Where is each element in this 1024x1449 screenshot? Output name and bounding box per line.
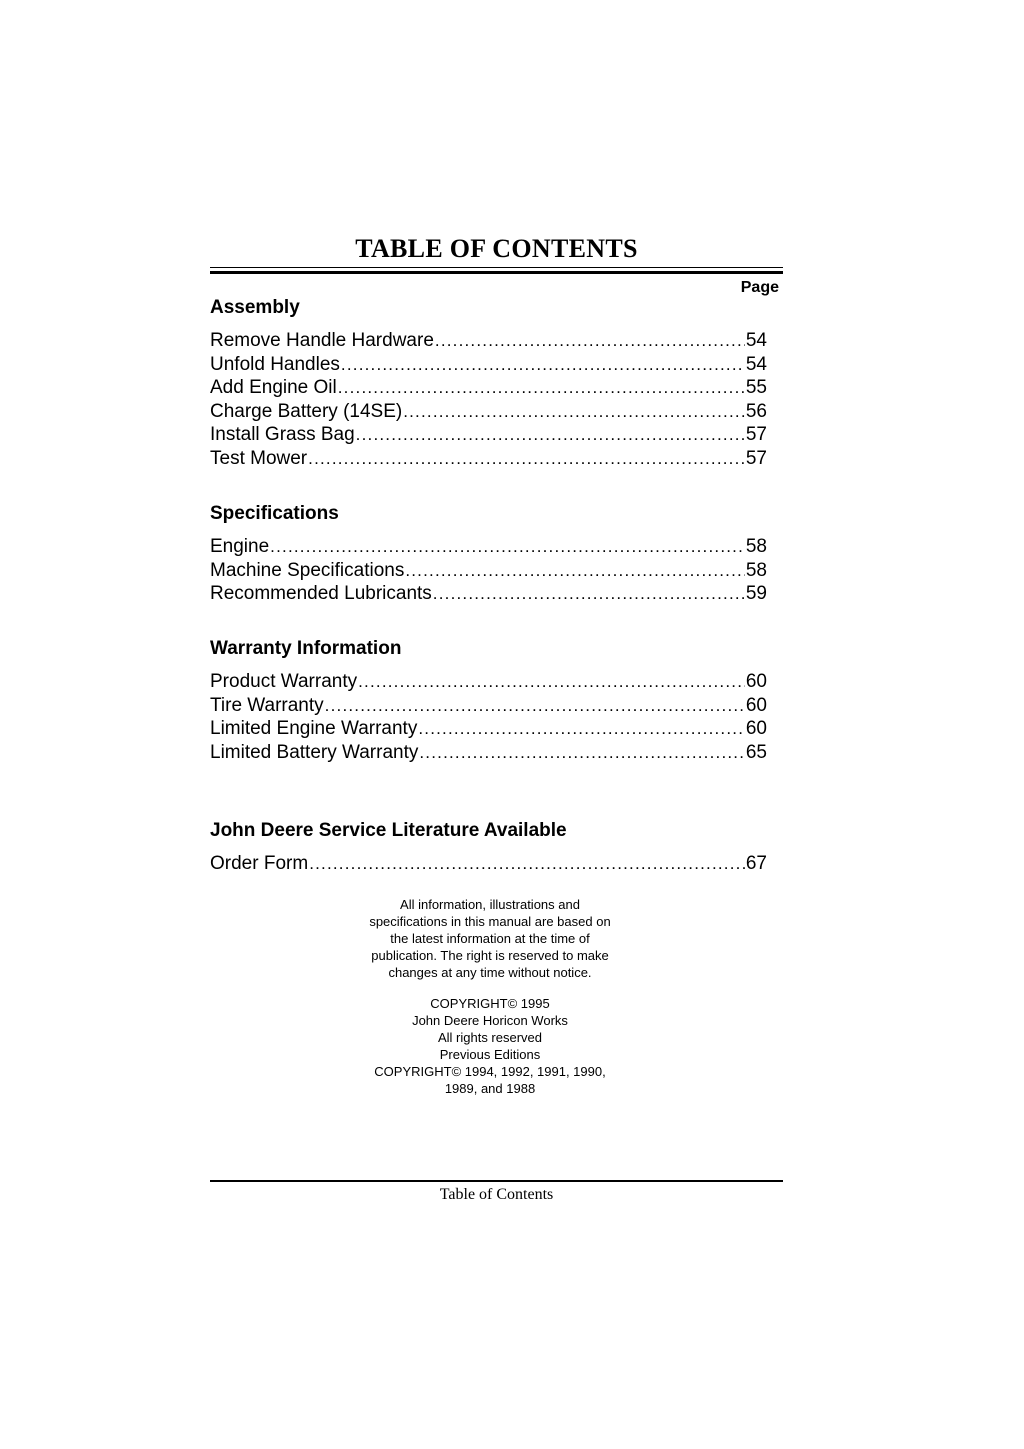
leader-dots: [405, 559, 745, 583]
toc-entry-label: Limited Engine Warranty: [210, 718, 418, 739]
page-title: TABLE OF CONTENTS: [355, 234, 638, 263]
toc-entry-label: Product Warranty: [210, 671, 358, 692]
toc-list-warranty: [210, 670, 767, 764]
toc-entry[interactable]: [210, 559, 767, 583]
toc-entry-page: 54: [745, 353, 767, 375]
toc-entry[interactable]: [210, 670, 767, 694]
footer-rule: [210, 1180, 783, 1182]
leader-dots: [338, 376, 745, 400]
leader-dots: [435, 329, 745, 353]
notice-line: changes at any time without notice.: [388, 965, 592, 980]
notice-line: All information, illustrations and: [400, 897, 580, 912]
leader-dots: [433, 582, 745, 606]
disclaimer-notice: [335, 896, 645, 981]
toc-entry[interactable]: [210, 329, 767, 353]
section-heading-assembly: Assembly: [210, 297, 300, 318]
toc-entry-page: 58: [745, 559, 767, 581]
copyright-notice: [335, 995, 645, 1097]
toc-list-service-literature: [210, 852, 767, 876]
toc-entry-label: Test Mower: [210, 447, 308, 469]
leader-dots: [308, 447, 745, 471]
leader-dots: [270, 535, 745, 559]
notice-line: publication. The right is reserved to make: [371, 948, 609, 963]
page-footer: Table of Contents: [439, 1186, 554, 1203]
toc-entry-page: 54: [745, 330, 767, 351]
toc-entry-label: Tire Warranty: [210, 694, 324, 716]
copyright-line: Previous Editions: [439, 1047, 541, 1062]
copyright-line: 1989, and 1988: [444, 1081, 536, 1096]
toc-entry-page: 65: [745, 741, 767, 763]
toc-entry-label: Limited Battery Warranty: [210, 741, 419, 763]
section-heading-warranty: Warranty Information: [210, 638, 402, 659]
toc-entry-page: 60: [745, 671, 767, 692]
toc-entry-page: 60: [745, 718, 767, 739]
toc-entry-label: Add Engine Oil: [210, 377, 337, 398]
toc-entry[interactable]: [210, 694, 767, 718]
toc-entry-label: Charge Battery (14SE): [210, 400, 403, 422]
toc-entry[interactable]: [210, 353, 767, 377]
toc-entry[interactable]: [210, 400, 767, 424]
toc-entry[interactable]: [210, 376, 767, 400]
toc-entry-page: 57: [745, 447, 767, 469]
toc-entry[interactable]: [210, 582, 767, 606]
copyright-line: John Deere Horicon Works: [412, 1013, 568, 1028]
toc-entry[interactable]: [210, 852, 767, 876]
leader-dots: [418, 717, 745, 741]
toc-entry[interactable]: [210, 535, 767, 559]
toc-entry[interactable]: [210, 717, 767, 741]
copyright-line: All rights reserved: [437, 1030, 543, 1045]
leader-dots: [419, 741, 744, 765]
toc-entry-label: Engine: [210, 536, 270, 557]
toc-entry-page: 60: [745, 694, 767, 716]
toc-entry-page: 56: [745, 400, 767, 422]
document-page: [210, 0, 783, 1449]
toc-entry-page: 67: [745, 853, 767, 874]
toc-entry-label: Unfold Handles: [210, 353, 340, 375]
toc-list-assembly: [210, 329, 767, 470]
leader-dots: [309, 852, 745, 876]
leader-dots: [403, 400, 745, 424]
section-heading-specifications: Specifications: [210, 503, 339, 524]
copyright-line: COPYRIGHT© 1994, 1992, 1991, 1990,: [374, 1064, 606, 1079]
toc-entry-page: 59: [745, 583, 767, 604]
toc-entry-label: Machine Specifications: [210, 559, 405, 581]
page-column-label: Page: [740, 279, 779, 296]
toc-list-specifications: [210, 535, 767, 606]
leader-dots: [356, 423, 745, 447]
toc-entry[interactable]: [210, 423, 767, 447]
leader-dots: [358, 670, 745, 694]
leader-dots: [341, 353, 745, 377]
section-heading-service-literature: John Deere Service Literature Available: [210, 820, 567, 841]
toc-entry-label: Install Grass Bag: [210, 424, 355, 445]
toc-entry[interactable]: [210, 741, 767, 765]
toc-entry-page: 58: [745, 536, 767, 557]
toc-entry-page: 55: [745, 377, 767, 398]
notice-line: the latest information at the time of: [390, 931, 590, 946]
copyright-line: COPYRIGHT© 1995: [430, 996, 550, 1011]
toc-entry-page: 57: [745, 424, 767, 445]
title-rule-bottom: [210, 271, 783, 274]
toc-entry[interactable]: [210, 447, 767, 471]
leader-dots: [325, 694, 745, 718]
toc-entry-label: Recommended Lubricants: [210, 583, 432, 604]
toc-entry-label: Order Form: [210, 853, 309, 874]
title-rule-top: [210, 267, 783, 268]
toc-entry-label: Remove Handle Hardware: [210, 330, 434, 351]
notice-line: specifications in this manual are based on: [369, 914, 611, 929]
